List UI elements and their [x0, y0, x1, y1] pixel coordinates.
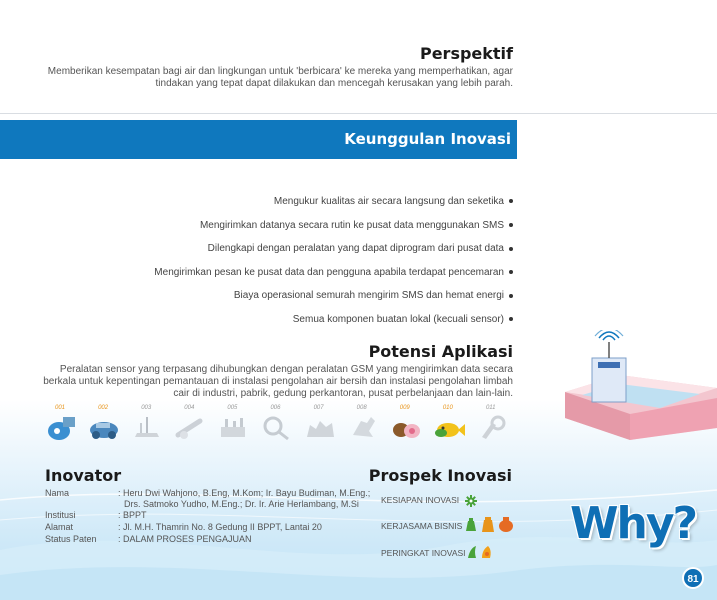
- nama-value: : Heru Dwi Wahjono, B.Eng, M.Kom; Ir. Bayu Budiman, M.Eng.; Drs. Satmoko Yudho, M.Eng.; Dr. Ir. Arie Herlambang, M.Si: [118, 488, 371, 509]
- satellite-dish-icon: 001: [43, 405, 86, 445]
- list-item: Semua komponen buatan lokal (kecuali sensor): [154, 314, 513, 338]
- factory-icon: 005: [215, 405, 258, 445]
- kerjasama-label: KERJASAMA BISNIS: [381, 521, 463, 531]
- rank-icons: [466, 544, 496, 565]
- keunggulan-title: Keunggulan Inovasi: [344, 130, 511, 148]
- money-bag-icons: [464, 515, 514, 538]
- list-item: Mengirimkan datanya secara rutin ke pusat data menggunakan SMS: [154, 220, 513, 244]
- divider: [0, 113, 717, 114]
- tools-icon: 011: [474, 405, 517, 445]
- device-illustration: [560, 330, 717, 440]
- syringe-icon: 004: [172, 405, 215, 445]
- perspektif-title: Perspektif: [419, 44, 513, 63]
- prospek-title: Prospek Inovasi: [368, 466, 512, 485]
- nama-label: Nama: [45, 488, 70, 498]
- fish-icon: 010: [431, 405, 474, 445]
- vehicle-icon: 002: [86, 405, 129, 445]
- status-paten-label: Status Paten: [45, 534, 97, 544]
- alamat-value: : Jl. M.H. Thamrin No. 8 Gedung II BPPT, Lantai 20: [118, 522, 322, 532]
- magnifier-icon: 006: [258, 405, 301, 445]
- inovator-title: Inovator: [45, 466, 122, 485]
- peringkat-label: PERINGKAT INOVASI: [381, 548, 466, 558]
- keunggulan-header-bar: [0, 120, 517, 159]
- plant-icon: 003: [129, 405, 172, 445]
- keunggulan-list: [154, 196, 513, 338]
- list-item: Mengirimkan pesan ke pusat data dan pengguna apabila terdapat pencemaran: [154, 267, 513, 291]
- house-icon: 007: [302, 405, 345, 445]
- application-icons: [43, 405, 517, 445]
- status-paten-value: : DALAM PROSES PENGAJUAN: [118, 534, 252, 544]
- institusi-label: Institusi: [45, 510, 76, 520]
- potensi-title: Potensi Aplikasi: [368, 342, 513, 361]
- gear-icon: [465, 494, 477, 512]
- potensi-text: Peralatan sensor yang terpasang dihubungkan dengan peralatan GSM yang mengirimkan data secara berkala untuk kepentingan pemantauan di instalasi pengolahan air bersih dan instalasi pengolahan limbah cair di industri, pabrik, gedung perkantoran, pusat perbelanjaan dan lain-lain.: [43, 364, 513, 399]
- institusi-value: : BPPT: [118, 510, 147, 520]
- page-number: 81: [682, 567, 704, 589]
- hand-icon: 008: [345, 405, 388, 445]
- why-logo: Why?: [570, 498, 697, 549]
- list-item: Biaya operasional semurah mengirim SMS dan hemat energi: [154, 290, 513, 314]
- perspektif-text: Memberikan kesempatan bagi air dan lingkungan untuk 'berbicara' ke mereka yang memperhatikan, agar tindakan yang tepat dapat dilakukan dan mencegah kerusakan yang lebih parah.: [47, 66, 513, 89]
- kesiapan-label: KESIAPAN INOVASI: [381, 495, 460, 505]
- food-icon: 009: [388, 405, 431, 445]
- alamat-label: Alamat: [45, 522, 74, 532]
- list-item: Dilengkapi dengan peralatan yang dapat diprogram dari pusat data: [154, 243, 513, 267]
- list-item: Mengukur kualitas air secara langsung dan seketika: [154, 196, 513, 220]
